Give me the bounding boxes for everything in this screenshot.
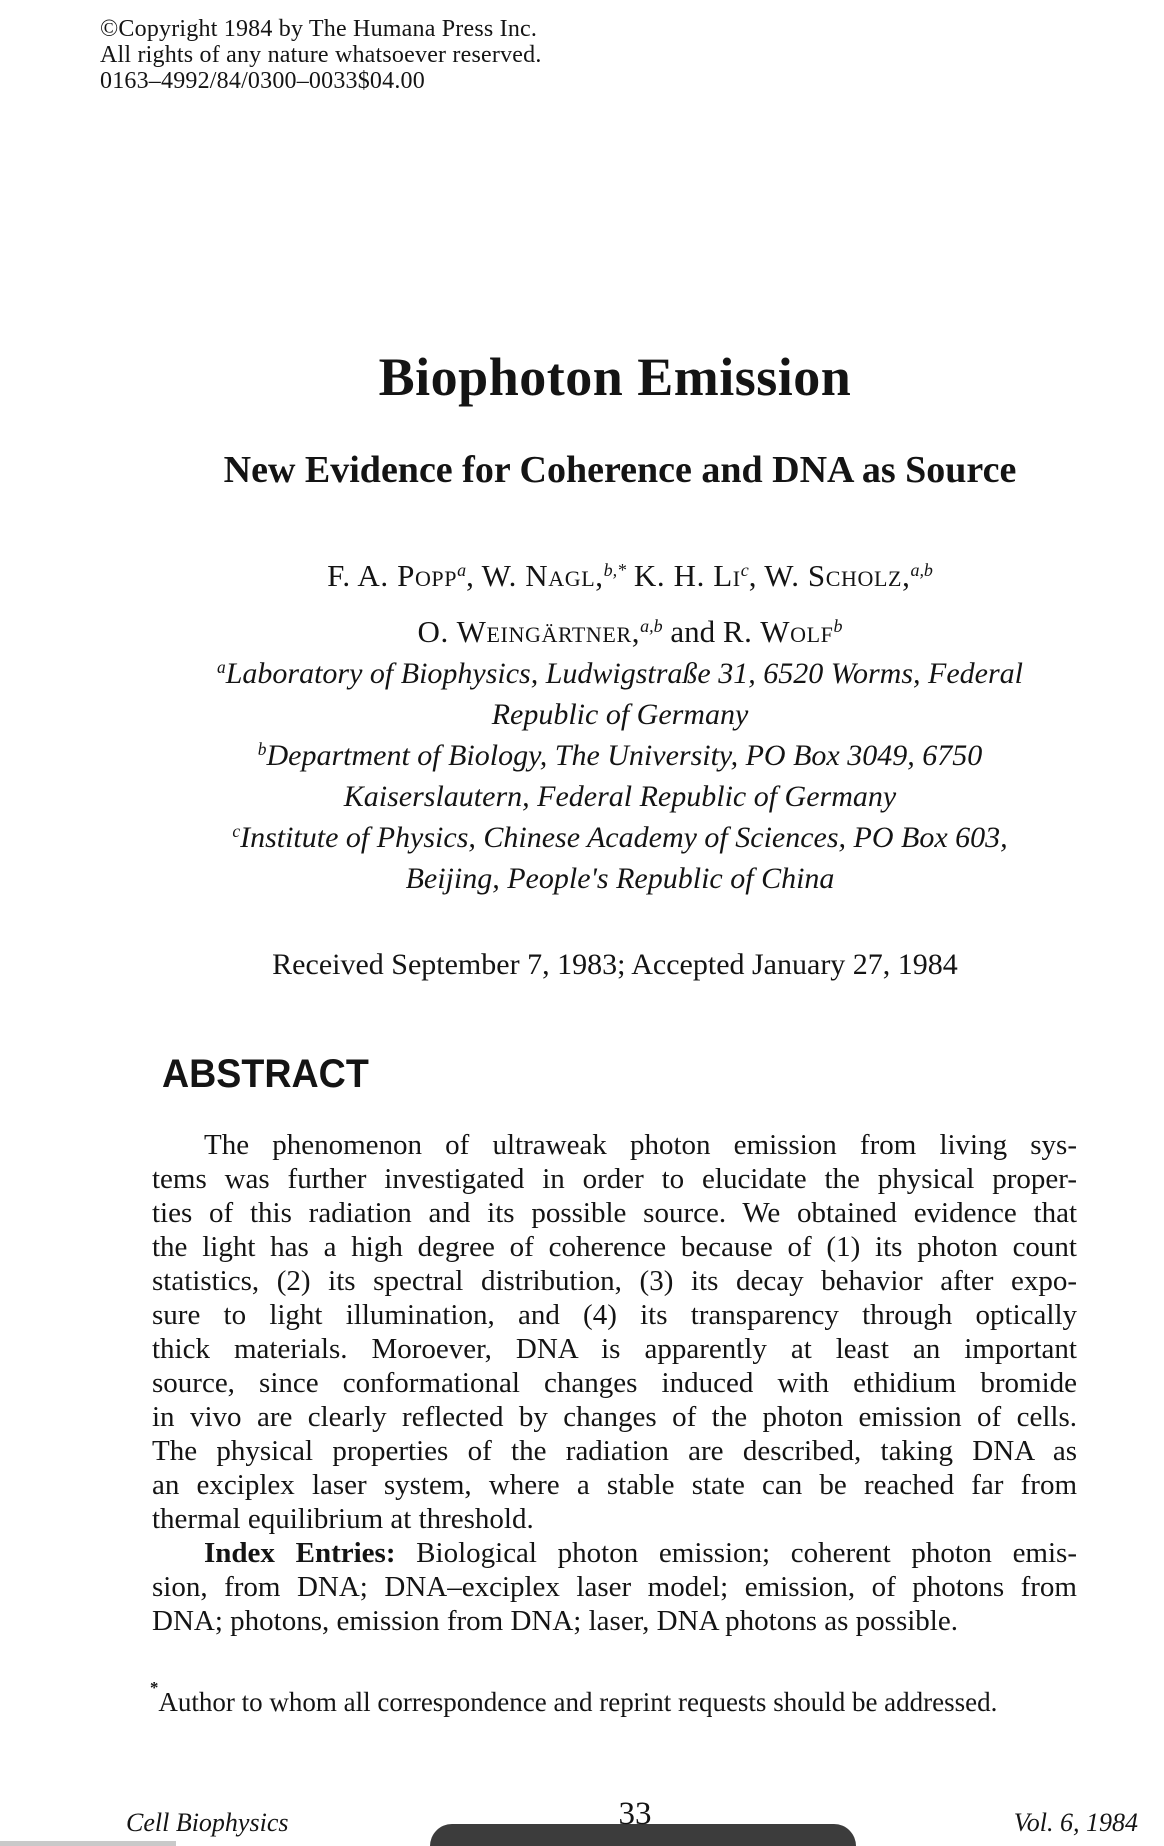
author-separator: , xyxy=(748,558,765,593)
index-entries-line xyxy=(152,1536,1077,1570)
index-entries-line: sion, from DNA; DNA–exciplex laser model; emission, of photons from xyxy=(152,1571,1077,1603)
author-name: K. H. Li xyxy=(633,558,741,593)
authors-block xyxy=(120,550,1140,662)
abstract-line: The phenomenon of ultraweak photon emission from living sys- xyxy=(204,1129,1077,1161)
paper-title: Biophoton Emission xyxy=(378,347,852,407)
abstract-line: thermal equilibrium at threshold. xyxy=(152,1503,534,1535)
authors-line-2 xyxy=(120,606,1140,662)
author-name: O. Weingärtner, xyxy=(417,614,641,649)
author xyxy=(764,558,933,593)
authors-line-1 xyxy=(120,550,1140,606)
author-separator xyxy=(626,558,634,593)
affiliation-line xyxy=(90,696,1150,737)
copyright-line-1: ©Copyright 1984 by The Humana Press Inc. xyxy=(100,16,538,42)
affiliation-text: Beijing, People's Republic of China xyxy=(405,862,835,895)
author xyxy=(482,558,634,593)
footnote-text: Author to whom all correspondence and reprint requests should be addressed. xyxy=(158,1687,998,1717)
author-name: W. Scholz, xyxy=(764,558,911,593)
issn-price-code: 0163–4992/84/0300–0033$04.00 xyxy=(100,68,425,94)
abstract-line: thick materials. Moroever, DNA is apparently at least an important xyxy=(152,1333,1077,1365)
affiliation-text: Kaiserslautern, Federal Republic of Germany xyxy=(343,780,897,813)
affiliation-superscript: b xyxy=(257,739,267,760)
abstract-body xyxy=(152,1128,1077,1638)
affiliation-text: Laboratory of Biophysics, Ludwigstraße 31, 6520 Worms, Federal xyxy=(225,657,1023,690)
author-superscript: c xyxy=(740,560,749,581)
author xyxy=(418,614,723,649)
affiliation-line xyxy=(90,819,1150,860)
scan-edge-artifact xyxy=(0,1841,176,1846)
copyright-block xyxy=(100,16,542,94)
abstract-line: statistics, (2) its spectral distribution, (3) its decay behavior after expo- xyxy=(152,1265,1077,1297)
affiliation-line xyxy=(90,778,1150,819)
asterisk-marker: * xyxy=(150,1677,159,1697)
received-accepted-line: Received September 7, 1983; Accepted January 27, 1984 xyxy=(272,948,958,981)
abstract-line: the light has a high degree of coherence because of (1) its photon count xyxy=(152,1231,1077,1263)
author-superscript: a xyxy=(457,560,467,581)
author-separator: and xyxy=(662,614,723,649)
index-entries-label: Index Entries: xyxy=(204,1537,396,1569)
author-superscript: b xyxy=(833,616,843,637)
author-name: F. A. Popp xyxy=(327,558,458,593)
page-number: 33 xyxy=(618,1796,652,1832)
abstract-line: in vivo are clearly reflected by changes of the photon emission of cells. xyxy=(152,1401,1077,1433)
index-entries-text: Biological photon emission; coherent photon emis- xyxy=(395,1537,1077,1569)
author-separator: , xyxy=(466,558,482,593)
abstract-line: The physical properties of the radiation are described, taking DNA as xyxy=(152,1435,1077,1467)
author-superscript: a,b xyxy=(640,616,663,637)
journal-name: Cell Biophysics xyxy=(126,1808,289,1837)
affiliations-block xyxy=(90,655,1150,901)
affiliation-text: Department of Biology, The University, PO Box 3049, 6750 xyxy=(266,739,983,772)
author-name: W. Nagl, xyxy=(481,558,604,593)
abstract-line: tems was further investigated in order to elucidate the physical proper- xyxy=(152,1163,1077,1195)
author xyxy=(327,558,482,593)
index-entries-line: DNA; photons, emission from DNA; laser, DNA photons as possible. xyxy=(152,1605,958,1637)
paper-subtitle: New Evidence for Coherence and DNA as Source xyxy=(223,449,1017,491)
affiliation-line xyxy=(90,737,1150,778)
abstract-line: source, since conformational changes induced with ethidium bromide xyxy=(152,1367,1077,1399)
affiliation-line xyxy=(90,655,1150,696)
author-superscript: a,b xyxy=(910,560,933,581)
affiliation-text: Republic of Germany xyxy=(491,698,749,731)
abstract-heading: ABSTRACT xyxy=(162,1052,369,1096)
author xyxy=(634,558,764,593)
correspondence-footnote xyxy=(150,1677,998,1718)
volume-info: Vol. 6, 1984 xyxy=(1013,1808,1138,1837)
author-name: R. Wolf xyxy=(722,614,834,649)
abstract-line: ties of this radiation and its possible source. We obtained evidence that xyxy=(152,1197,1077,1229)
author-superscript: b,* xyxy=(603,560,627,581)
copyright-line-2: All rights of any nature whatsoever reserved. xyxy=(100,42,542,68)
affiliation-superscript: c xyxy=(232,821,241,842)
abstract-line: sure to light illumination, and (4) its transparency through optically xyxy=(152,1299,1077,1331)
author xyxy=(723,614,843,649)
abstract-line: an exciplex laser system, where a stable state can be reached far from xyxy=(152,1469,1077,1501)
affiliation-line xyxy=(90,860,1150,901)
affiliation-text: Institute of Physics, Chinese Academy of Sciences, PO Box 603, xyxy=(240,821,1008,854)
affiliation-superscript: a xyxy=(217,657,226,678)
